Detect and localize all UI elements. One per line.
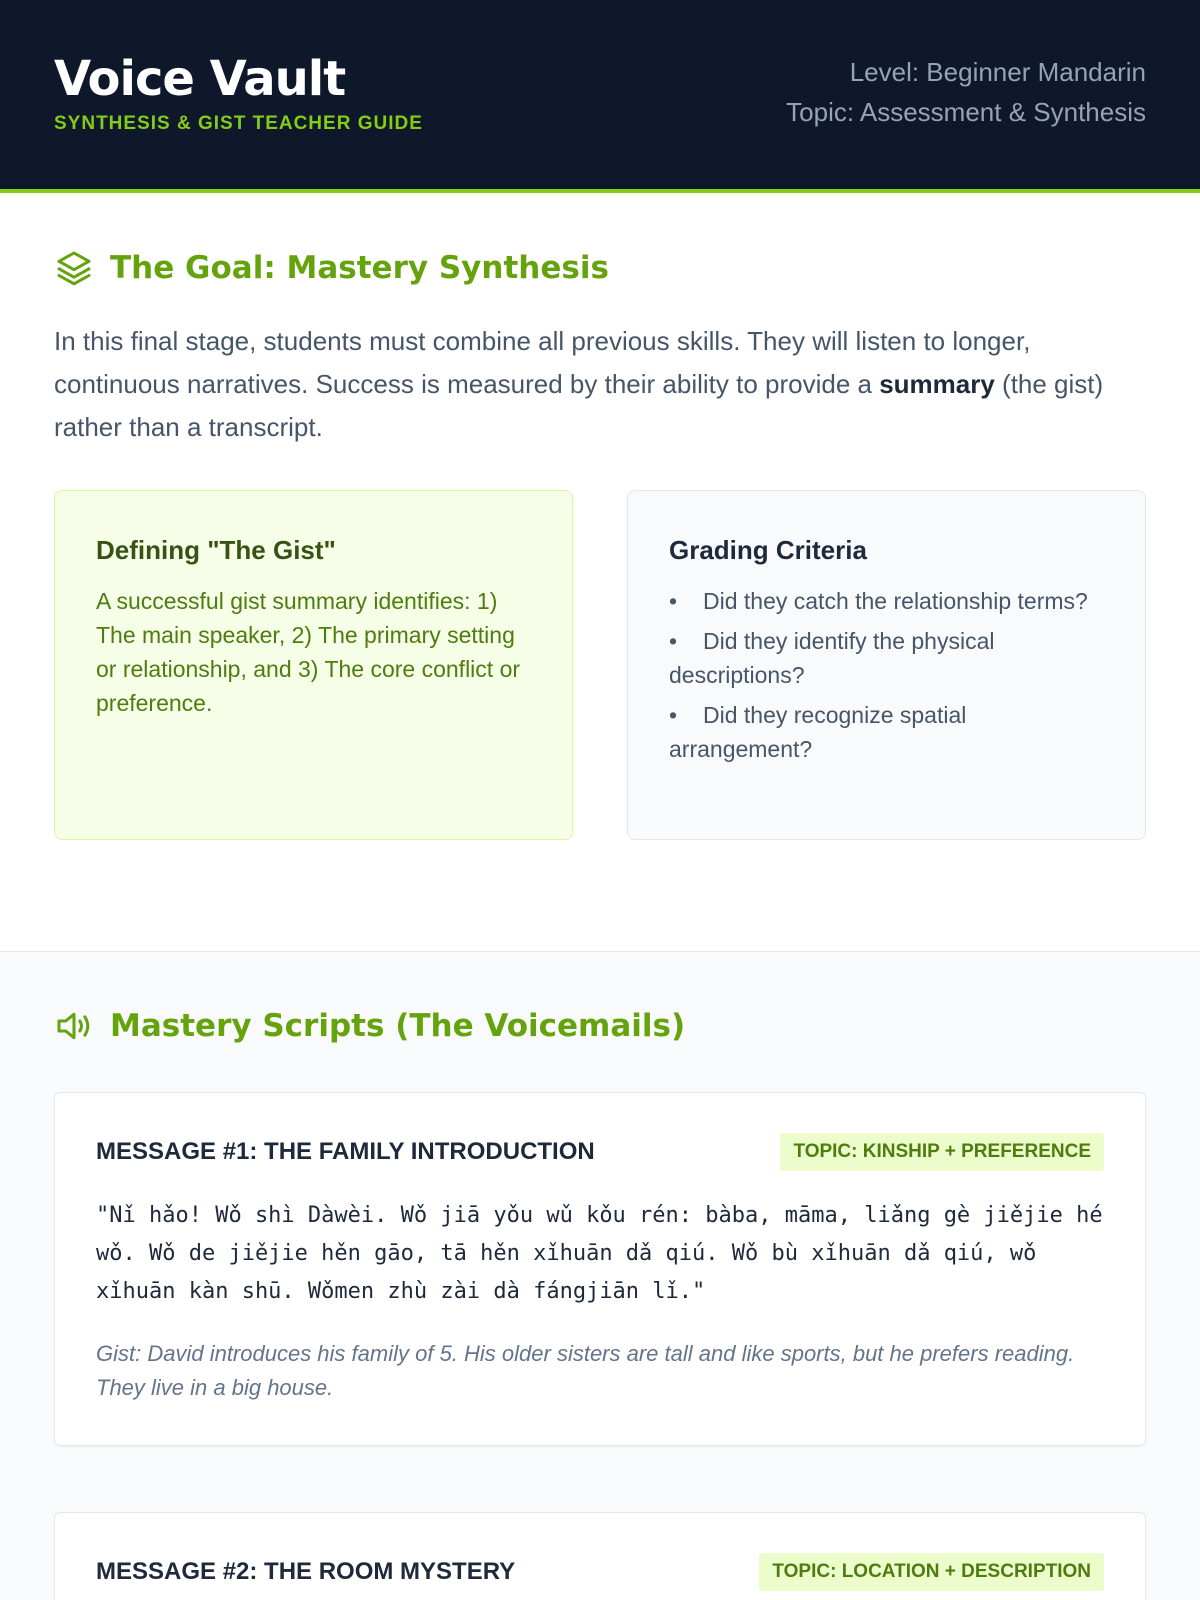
intro-emphasis: summary (879, 369, 995, 399)
message-card-2 (54, 1512, 1146, 1600)
grading-criteria-card (627, 490, 1146, 840)
brand (54, 50, 423, 135)
goal-heading (54, 248, 1146, 288)
layers-icon (54, 248, 94, 288)
grading-card-title: Grading Criteria (669, 535, 867, 565)
speaker-icon (54, 1006, 94, 1046)
scripts-title: Mastery Scripts (The Voicemails) (110, 1008, 686, 1044)
goal-title: The Goal: Mastery Synthesis (110, 250, 609, 286)
message-header (96, 1553, 1104, 1591)
message-card-1 (54, 1092, 1146, 1446)
page-header (0, 0, 1200, 193)
topic-badge: TOPIC: LOCATION + DESCRIPTION (759, 1553, 1104, 1591)
scripts-section (0, 951, 1200, 1600)
grading-list (669, 584, 1104, 766)
app-subtitle: SYNTHESIS & GIST TEACHER GUIDE (54, 112, 423, 134)
message-title: MESSAGE #2: THE ROOM MYSTERY (96, 1558, 516, 1585)
message-gist: Gist: David introduces his family of 5. His older sisters are tall and like sports, but he prefers reading. They live in a big house. (96, 1341, 1075, 1400)
message-transcript: "Nǐ hǎo! Wǒ shì Dàwèi. Wǒ jiā yǒu wǔ kǒu rén: bàba, māma, liǎng gè jiějie hé wǒ. Wǒ de jiějie hěn gāo, tā hěn xǐhuān dǎ qiú. Wǒ bù xǐhuān dǎ qiú, wǒ xǐhuān kàn shū. Wǒmen zhù zài dà fángjiān lǐ." (96, 1203, 1103, 1304)
scripts-heading (54, 1006, 1146, 1046)
goal-intro (54, 320, 1146, 449)
app-title: Voice Vault (54, 50, 346, 107)
intro-text-end: (the gist) rather than a transcript. (54, 369, 1104, 442)
info-cards (54, 490, 1146, 840)
topic-label: Topic: Assessment & Synthesis (786, 96, 1146, 127)
gist-definition-card (54, 490, 573, 840)
list-item: • Did they recognize spatial arrangement? (669, 698, 1104, 766)
guide-meta (786, 52, 1146, 132)
list-item: • Did they catch the relationship terms? (669, 584, 1104, 618)
message-header (96, 1133, 1104, 1171)
gist-card-body: A successful gist summary identifies: 1) The main speaker, 2) The primary setting or relationship, and 3) The core conflict or preference. (96, 588, 521, 716)
level-label: Level: Beginner Mandarin (849, 56, 1146, 87)
intro-text: In this final stage, students must combine all previous skills. They will listen to longer, continuous narratives. Success is measured by their ability to provide a (54, 326, 1031, 399)
gist-card-title: Defining "The Gist" (96, 535, 336, 565)
list-item: • Did they identify the physical descriptions? (669, 624, 1104, 692)
goal-section (0, 193, 1200, 951)
message-title: MESSAGE #1: THE FAMILY INTRODUCTION (96, 1138, 595, 1165)
topic-badge: TOPIC: KINSHIP + PREFERENCE (780, 1133, 1104, 1171)
